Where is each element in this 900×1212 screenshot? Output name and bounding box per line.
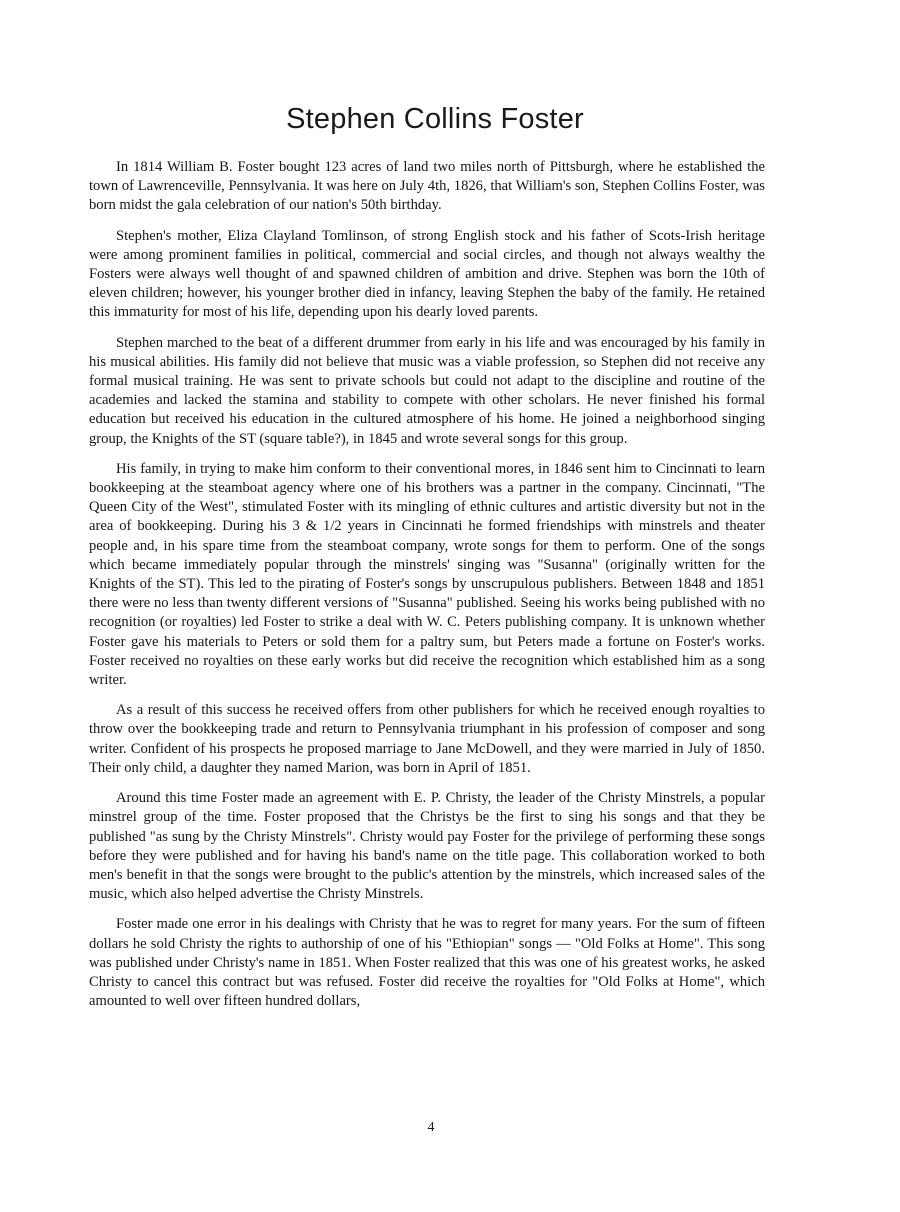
paragraph: Around this time Foster made an agreement with E. P. Christy, the leader of the Christy Minstrels, a popular minstrel group of the time. Foster proposed that the Christys be the first to sing his songs and that they be published "as sung by the Christy Minstrels". Christy would pay Foster for the privilege of performing these songs before they were published and for having his band's name on the title page. This collaboration worked to both men's benefit in that the songs were brought to the public's attention by the minstrels, which increased sales of the music, which also helped advertise the Christy Minstrels. <box>89 790 765 903</box>
paragraph: As a result of this success he received offers from other publishers for which he received enough royalties to throw over the bookkeeping trade and return to Pennsylvania triumphant in his profession of composer and song writer. Confident of his prospects he proposed marriage to Jane McDowell, and they were married in July of 1850. Their only child, a daughter they named Marion, was born in April of 1851. <box>89 702 765 776</box>
paragraph: His family, in trying to make him conform to their conventional mores, in 1846 sent him to Cincinnati to learn bookkeeping at the steamboat agency where one of his brothers was a partner in the company. Cincinnati, "The Queen City of the West", stimulated Foster with its mingling of ethnic cultures and artistic diversity but not in the area of bookkeeping. During his 3 & 1/2 years in Cincinnati he formed friendships with minstrels and theater people and, in his spare time from the steamboat company, wrote songs for them to perform. One of the songs which became immediately popular through the minstrels' singing was "Susanna" (originally written for the Knights of the ST). This led to the pirating of Foster's songs by unscrupulous publishers. Between 1848 and 1851 there were no less than twenty different versions of "Susanna" published. Seeing his works being published with no recognition (or royalties) led Foster to strike a deal with W. C. Peters publishing company. It is unknown whether Foster gave his materials to Peters or sold them for a paltry sum, but Peters made a fortune on Foster's works. Foster received no royalties on these early works but did receive the recognition which established him as a song writer. <box>89 460 765 689</box>
paragraph: Foster made one error in his dealings with Christy that he was to regret for many years. For the sum of fifteen dollars he sold Christy the rights to authorship of one of his "Ethiopian" songs — "Old Folks at Home". This song was published under Christy's name in 1851. When Foster realized that this was one of his greatest works, he asked Christy to cancel this contract but was refused. Foster did receive the royalties for "Old Folks at Home", which amounted to well over fifteen hundred dollars, <box>89 916 765 1010</box>
paragraph: Stephen's mother, Eliza Clayland Tomlinson, of strong English stock and his father of Scots-Irish heritage were among prominent families in political, commercial and social circles, and though not always wealthy the Fosters were always well thought of and spawned children of ambition and drive. Stephen was born the 10th of eleven children; however, his younger brother died in infancy, leaving Stephen the baby of the family. He retained this immaturity for most of his life, depending upon his dearly loved parents. <box>89 227 765 321</box>
page-number: 4 <box>427 1120 435 1135</box>
body-text <box>89 158 765 1022</box>
page-title: Stephen Collins Foster <box>286 103 584 135</box>
paragraph: In 1814 William B. Foster bought 123 acres of land two miles north of Pittsburgh, where he established the town of Lawrenceville, Pennsylvania. It was here on July 4th, 1826, that William's son, Stephen Collins Foster, was born midst the gala celebration of our nation's 50th birthday. <box>89 159 765 214</box>
paragraph: Stephen marched to the beat of a different drummer from early in his life and was encouraged by his family in his musical abilities. His family did not believe that music was a viable profession, so Stephen did not receive any formal musical training. He was sent to private schools but could not adapt to the discipline and routine of the academies and lacked the stamina and stability to compete with other scholars. He never finished his formal education but received his education in the cultured atmosphere of his home. He joined a neighborhood singing group, the Knights of the ST (square table?), in 1845 and wrote several songs for this group. <box>89 334 765 447</box>
